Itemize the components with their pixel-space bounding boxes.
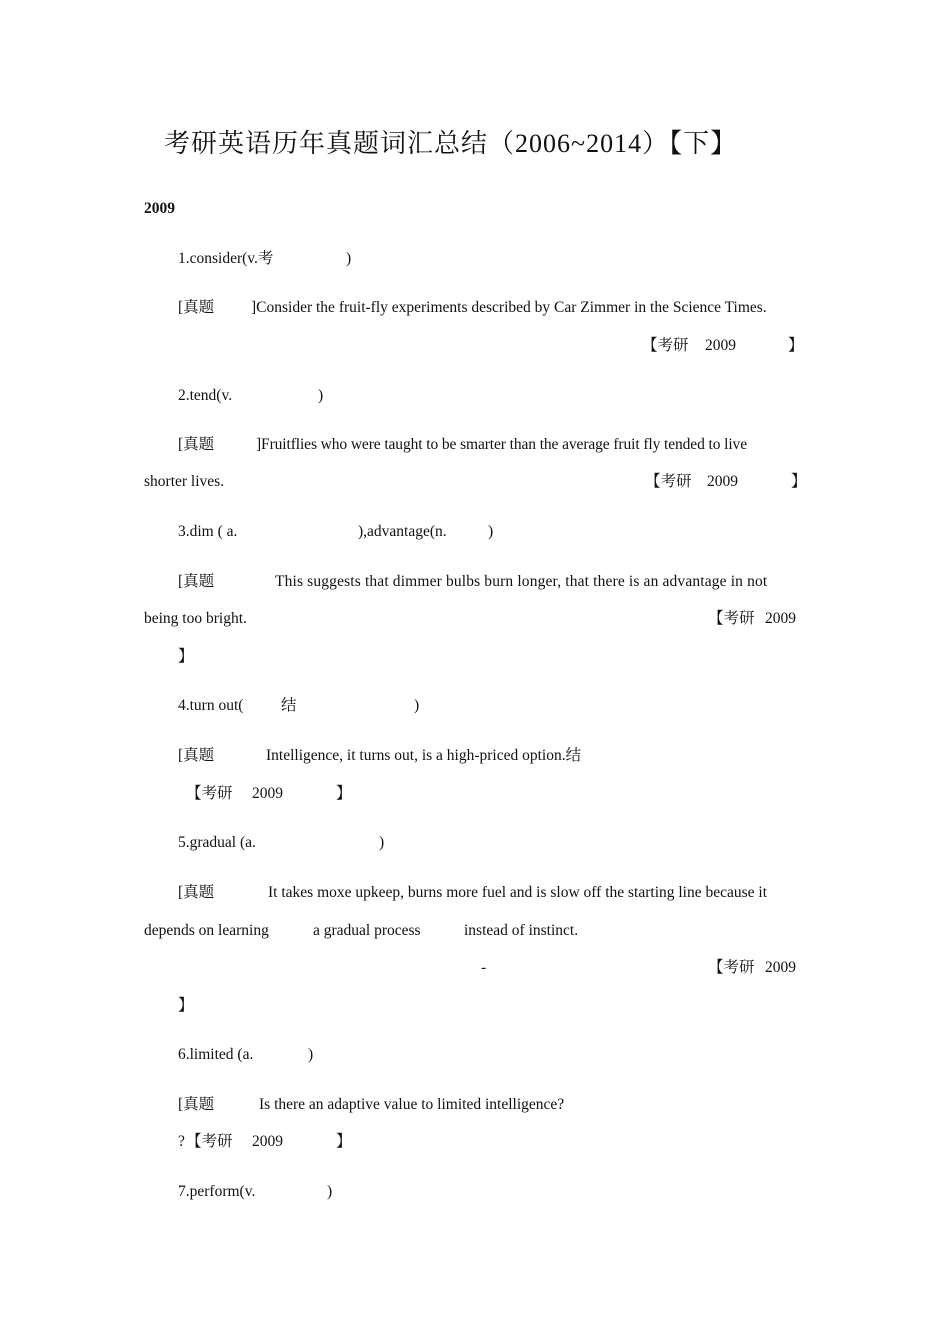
entry-7-head: 7.perform(v. xyxy=(178,1183,256,1200)
entry-4-head: 4.turn out( xyxy=(178,697,244,714)
entry-3-head: 3.dim ( a. xyxy=(178,523,238,540)
entry-5-source-close: 】 xyxy=(178,997,194,1014)
entry-3-source-close: 】 xyxy=(178,648,194,665)
entry-3-source-year: 2009 xyxy=(765,610,796,627)
entry-6-source-year: 2009 xyxy=(252,1133,283,1150)
entry-1-source-year: 2009 xyxy=(705,337,736,354)
entry-6-head-close: ) xyxy=(308,1046,314,1063)
entry-3-head-mid: ),advantage(n. xyxy=(358,523,447,540)
entry-5-source-year: 2009 xyxy=(765,959,796,976)
entry-1-example-tag: [真题 xyxy=(178,299,215,316)
entry-1-source-close: 】 xyxy=(788,337,804,354)
entry-2-example-tag: [真题 xyxy=(178,436,215,453)
entry-6-source-open: 【考研 xyxy=(186,1133,233,1150)
entry-5-example-text-cont-b: a gradual process xyxy=(313,922,421,939)
entry-6-example-tag: [真题 xyxy=(178,1096,215,1113)
entry-6-head: 6.limited (a. xyxy=(178,1046,254,1063)
entry-1-example-text: ]Consider the fruit-fly experiments described by Car Zimmer in the Science Times. xyxy=(251,299,767,316)
entry-5-example-text: It takes moxe upkeep, burns more fuel and is slow off the starting line because it xyxy=(268,884,768,901)
year-heading: 2009 xyxy=(144,200,175,217)
entry-2-head-close: ) xyxy=(318,387,324,404)
entry-5-head: 5.gradual (a. xyxy=(178,834,256,851)
entry-2-source-close: 】 xyxy=(791,473,807,490)
entry-2-example-text-cont: shorter lives. xyxy=(144,473,225,490)
entry-6-source-close: 】 xyxy=(336,1133,352,1150)
entry-4-head-mid: 结 xyxy=(281,697,297,714)
entry-2-example-text: ]Fruitflies who were taught to be smarter than the average fruit fly tended to live xyxy=(256,436,747,453)
page-title: 考研英语历年真题词汇总结（2006~2014）【下】 xyxy=(164,129,738,158)
entry-3-example-text: This suggests that dimmer bulbs burn longer, that there is an advantage in not xyxy=(275,573,768,590)
entry-2-source-open: 【考研 xyxy=(645,473,692,490)
entry-5-example-text-cont-a: depends on learning xyxy=(144,922,269,939)
entry-2-head: 2.tend(v. xyxy=(178,387,233,404)
entry-7-head-close: ) xyxy=(327,1183,333,1200)
entry-6-example-text: Is there an adaptive value to limited intelligence? xyxy=(259,1096,565,1113)
entry-4-source-year: 2009 xyxy=(252,785,283,802)
entry-3-head-close: ) xyxy=(488,523,494,540)
entry-1-source-open: 【考研 xyxy=(642,337,689,354)
entry-6-source-prefix: ? xyxy=(178,1133,185,1150)
entry-3-example-tag: [真题 xyxy=(178,573,215,590)
entry-5-example-text-cont-c: instead of instinct. xyxy=(464,922,579,939)
entry-3-source-open: 【考研 xyxy=(708,610,755,627)
entry-3-example-text-cont: being too bright. xyxy=(144,610,247,627)
entry-1-head-close: ) xyxy=(346,250,352,267)
entry-5-source-open: 【考研 xyxy=(708,959,755,976)
entry-4-source-close: 】 xyxy=(336,785,352,802)
entry-5-dash: - xyxy=(481,959,487,976)
entry-4-head-close: ) xyxy=(414,697,420,714)
entry-4-example-tag: [真题 xyxy=(178,747,215,764)
entry-4-source-open: 【考研 xyxy=(186,785,233,802)
entry-5-head-close: ) xyxy=(379,834,385,851)
entry-4-example-text: Intelligence, it turns out, is a high-priced option.结 xyxy=(266,747,582,764)
entry-5-example-tag: [真题 xyxy=(178,884,215,901)
entry-2-source-year: 2009 xyxy=(707,473,738,490)
entry-1-head: 1.consider(v.考 xyxy=(178,250,274,267)
